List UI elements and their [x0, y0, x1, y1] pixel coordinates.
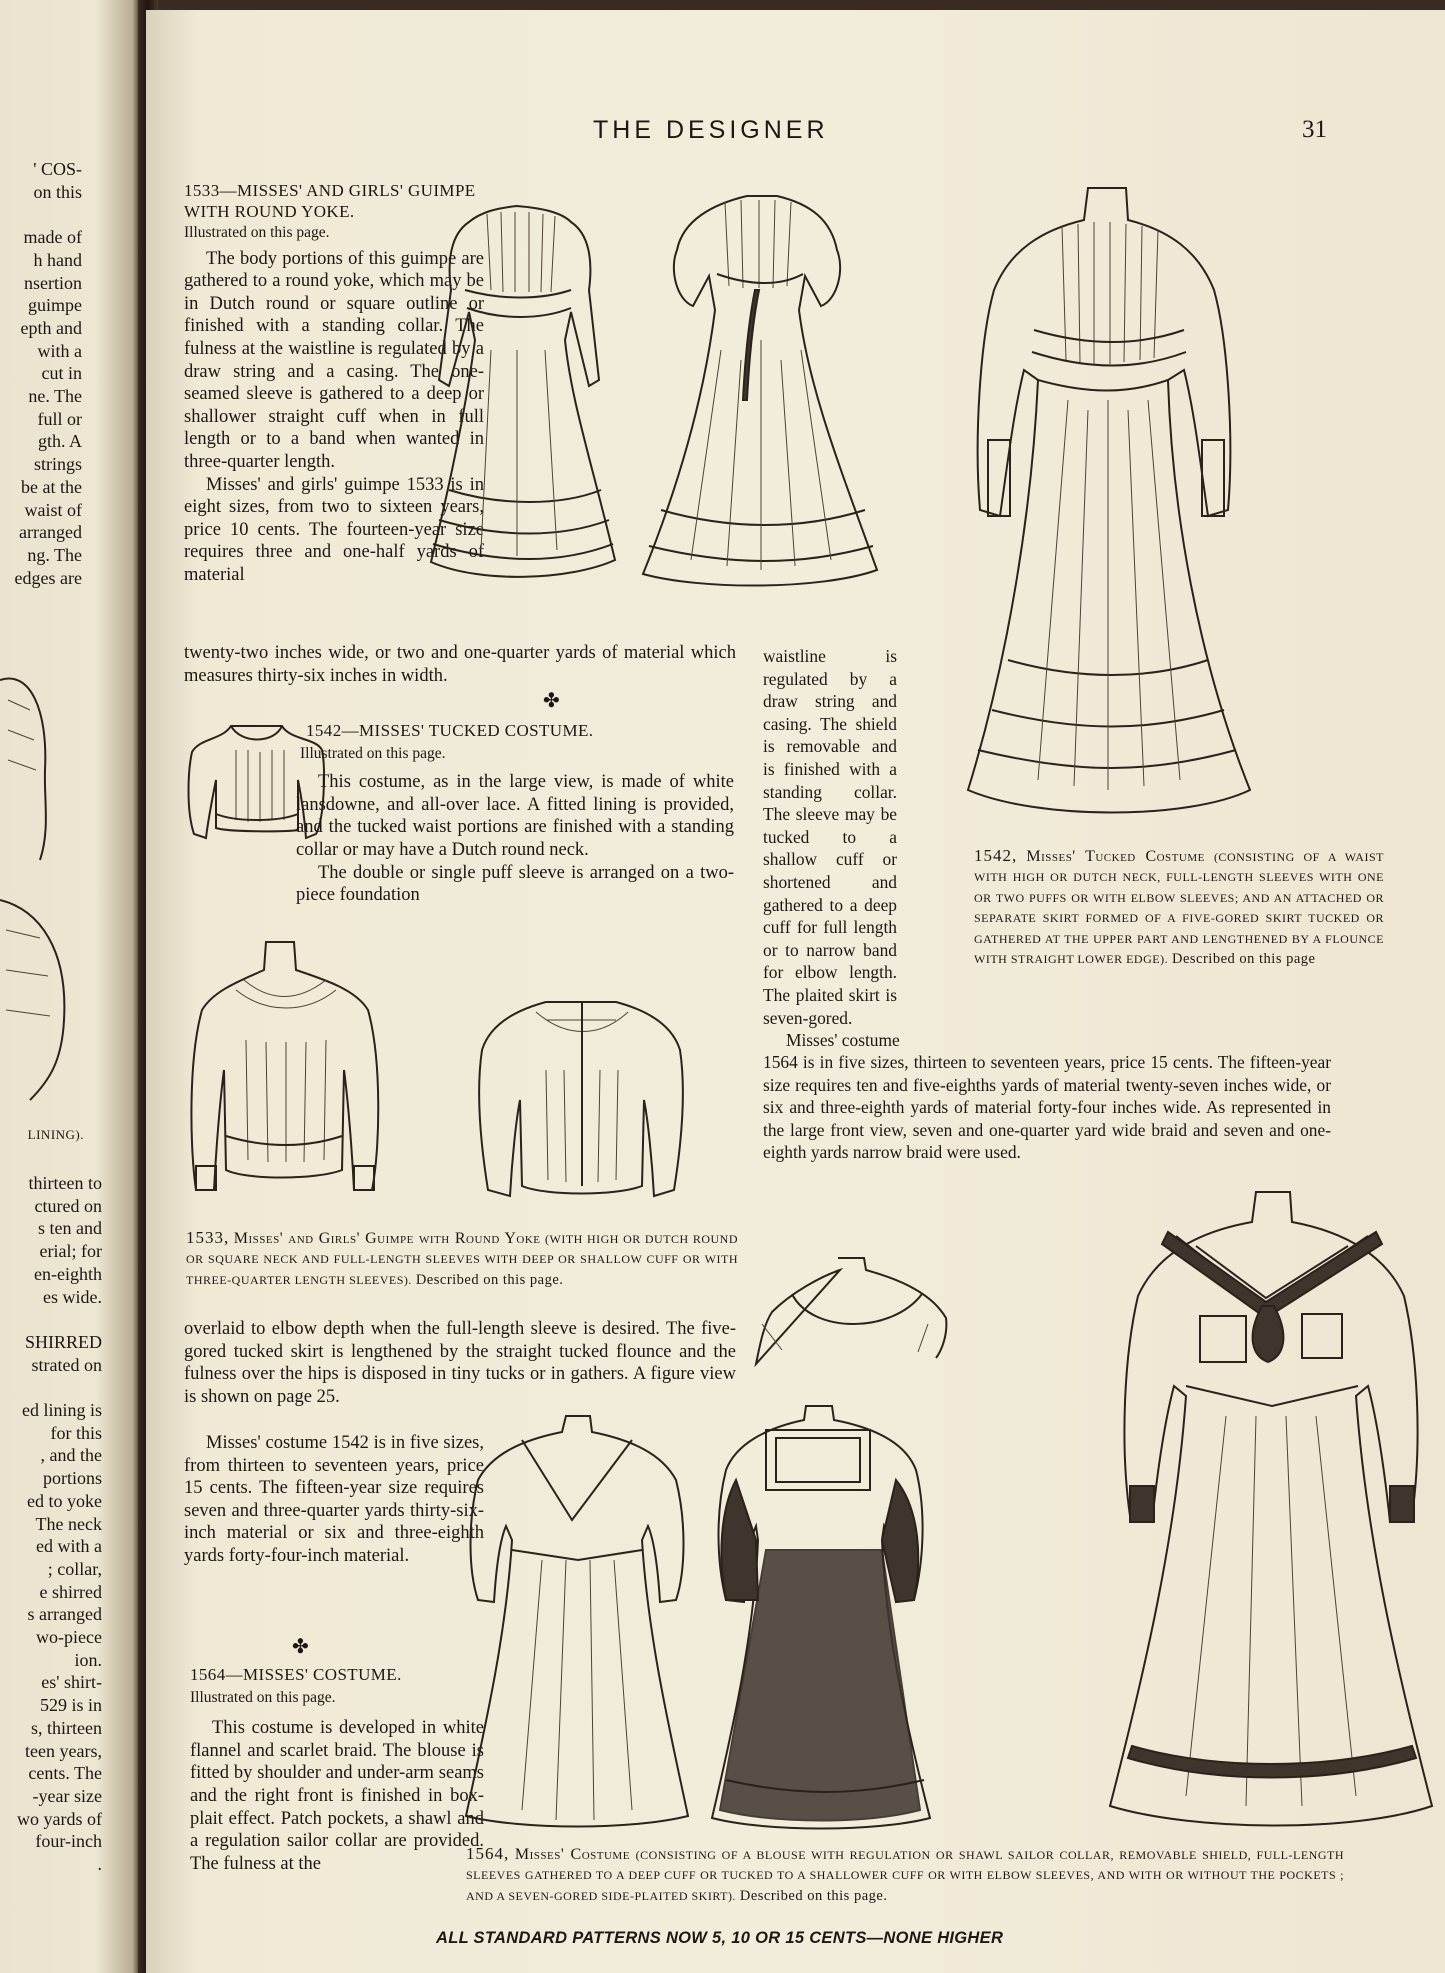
caption-1564-described: Described on this page. [739, 1887, 888, 1904]
facing-page-line-a-line: gth. A [37, 431, 82, 452]
facing-page-illustration-sleeve-2 [0, 880, 70, 1120]
article-1542 [296, 720, 734, 907]
facing-page-line-b-line: ed lining is [22, 1400, 102, 1421]
caption-1564 [466, 1844, 1344, 1906]
facing-page [0, 0, 138, 1973]
facing-page-line-b-line: cents. The [28, 1763, 102, 1784]
article-1564 [190, 1664, 484, 1875]
facing-page-line-b-line: e shirred [39, 1581, 102, 1602]
caption-1542 [974, 846, 1384, 969]
article-1542-illustrated: Illustrated on this page. [300, 744, 446, 762]
article-1542-sizes-text: Misses' costume 1542 is in five sizes, from thirteen to seventeen years, price 15 cents. The fifteen-year size requires seven and three-quarter yards thirty-six-inch material or six and three-eighth yards forty-four-inch material. [184, 1433, 484, 1566]
article-1533-illustrated: Illustrated on this page. [184, 224, 330, 241]
facing-page-line-a-line: arranged [19, 522, 82, 543]
facing-page-line-b-line: es' shirt- [41, 1672, 102, 1693]
tucked-costume-1542-main-illustration [958, 180, 1254, 820]
costume-1564-back-illustration [706, 1400, 936, 1830]
facing-page-line-b-line: s, thirteen [31, 1717, 102, 1738]
guimpe-1533-front-illustration [186, 930, 386, 1215]
caption-1542-title: Misses' Tucked Costume [1026, 848, 1205, 865]
facing-page-line-b-line: thirteen to [28, 1173, 102, 1193]
facing-page-line-b-line: wo-piece [36, 1627, 102, 1648]
facing-page-line-b-line: -year size [32, 1785, 102, 1806]
facing-page-line-a-line: ng. The [27, 544, 82, 565]
article-1542-continued-column: waistline is regulated by a draw string and casing. The shield is removable and is finished with a standing collar. The sleeve may be tucked to a shallow cuff or shortened and gathered to a deep cuff for full length or to narrow band for elbow length. The plaited skirt is seven-gored. [763, 646, 897, 1028]
caption-1533 [186, 1228, 738, 1290]
caption-1542-described: Described on this page [1171, 951, 1316, 968]
tucked-costume-back-illustration [641, 190, 881, 590]
article-1564-heading: 1564—MISSES' COSTUME. [190, 1665, 402, 1684]
article-1542-para3-start: Misses' costume [786, 1030, 900, 1050]
facing-page-line-b-line: ion. [74, 1649, 102, 1670]
facing-page-line-b-line [0, 1376, 102, 1399]
facing-page-line-b-line: ed to yoke [27, 1490, 102, 1511]
article-1542-heading: 1542—MISSES' TUCKED COSTUME. [306, 721, 594, 740]
caption-1533-title: Misses' and Girls' Guimpe with Round Yoke [233, 1230, 541, 1247]
costume-1564-front-illustration [462, 1410, 692, 1830]
page-number: 31 [1302, 116, 1327, 143]
article-1542-para2: The double or single puff sleeve is arranged on a two-piece foundation [296, 862, 734, 906]
facing-page-line-a-line: edges are [14, 567, 82, 588]
magazine-page [146, 10, 1445, 1973]
facing-page-line-a-line: guimpe [28, 295, 82, 316]
facing-page-line-b-line: erial; for [39, 1241, 102, 1262]
caption-1564-body: (CONSISTING OF A BLOUSE WITH REGULATION OR SHAWL SAILOR COLLAR, REMOVABLE SHIELD, FULL-LENGTH SLEEVES GATHERED TO A DEEP CUFF OR TUCKED TO A SHALLOWER CUFF OR WITH ELBOW SLEEVES, AND WITH OR WITHOUT THE POCKETS ; AND A SEVEN-GORED SIDE-PLAITED SKIRT). [466, 1848, 1344, 1903]
facing-page-line-b-line: ed with a [36, 1536, 102, 1557]
facing-page-line-a-line: epth and [20, 317, 82, 338]
facing-page-line-a-line [0, 203, 82, 226]
facing-page-line-a-line: be at the [21, 476, 82, 497]
facing-page-line-a-line: waist of [24, 499, 82, 520]
facing-page-line-b-line: 529 is in [39, 1695, 102, 1716]
article-1542-para3: 1564 is in five sizes, thirteen to seventeen years, price 15 cents. The fifteen-year size requires ten and five-eighths yards of material twenty-seven inches wide, or six and three-eighth yards of material forty-four inches wide. As represented in the large front view, seven and one-quarter yard wide braid and seven and one-eighth yards narrow braid were used. [763, 1052, 1331, 1163]
page-title: THE DESIGNER [593, 116, 829, 144]
facing-page-line-b-line: wo yards of [17, 1808, 102, 1829]
article-1542-para1: This costume, as in the large view, is made of white lansdowne, and all-over lace. A fitted lining is provided, and the tucked waist portions are finished with a standing collar or may have a Dutch round neck. [296, 772, 734, 860]
facing-page-line-a-line: made of [23, 227, 82, 248]
facing-page-line-b-line: ctured on [34, 1195, 102, 1216]
facing-page-line-b-line: es wide. [43, 1286, 102, 1307]
facing-page-line-a-line: strings [33, 454, 82, 475]
caption-1564-number: 1564, [466, 1844, 510, 1863]
facing-page-line-a-line: on this [33, 181, 82, 202]
guimpe-dress-front-illustration [421, 200, 621, 600]
caption-1533-described: Described on this page. [415, 1271, 564, 1288]
facing-page-line-b-line: for this [50, 1422, 102, 1443]
facing-page-line-a-line: ne. The [28, 386, 82, 407]
caption-1533-body: (WITH HIGH OR DUTCH ROUND OR SQUARE NECK AND FULL-LENGTH SLEEVES WITH DEEP OR SHALLOW CUFF OR WITH THREE-QUARTER LENGTH SLEEVES). [186, 1232, 738, 1287]
facing-page-text-top [0, 158, 82, 589]
facing-page-line-b-line: four-inch [35, 1831, 102, 1852]
facing-page-line-a-line: with a [37, 340, 82, 361]
facing-page-line-b-line: s arranged [27, 1604, 102, 1625]
costume-1564-main-illustration [1106, 1186, 1436, 1836]
facing-page-line-b-line: , and the [40, 1445, 102, 1466]
article-1564-para1: This costume is developed in white flannel and scarlet braid. The blouse is fitted by shoulder and under-arm seams and the right front is finished in box-plait effect. Patch pockets, a shawl and a regulation sailor collar are provided. The fulness at the [190, 1718, 484, 1874]
facing-page-line-b-line: ; collar, [47, 1558, 102, 1579]
article-1564-illustrated: Illustrated on this page. [190, 1688, 336, 1706]
facing-page-line-b-line: s ten and [38, 1218, 102, 1239]
caption-1533-number: 1533, [186, 1228, 230, 1247]
facing-page-line-b-line: strated on [31, 1354, 102, 1375]
facing-page-line-a-line: full or [37, 408, 82, 429]
article-1533-para2-continued: twenty-two inches wide, or two and one-quarter yards of material which measures thirty-six inches in width. [184, 643, 736, 686]
guimpe-1533-back-illustration [476, 990, 686, 1220]
collar-shield-illustration [752, 1254, 952, 1374]
facing-page-line-b-line: portions [42, 1468, 102, 1489]
facing-page-line-b-line [0, 1308, 102, 1331]
article-1542-sizes [184, 1432, 484, 1568]
facing-page-line-b-line: teen years, [25, 1740, 102, 1761]
facing-page-caption-fragment: LINING). [27, 1127, 84, 1142]
facing-page-line-a-line: h hand [33, 249, 82, 270]
caption-1564-title: Misses' Costume [514, 1846, 630, 1863]
facing-page-line-b-line: SHIRRED [24, 1331, 102, 1352]
caption-1542-number: 1542, [974, 846, 1018, 865]
facing-page-line-b-line: . [97, 1854, 102, 1875]
ornament-1: ✤ [543, 690, 560, 712]
facing-page-line-b-line: en-eighth [34, 1263, 102, 1284]
facing-page-line-a-line: cut in [41, 363, 82, 384]
article-1533-para2: Misses' and girls' guimpe 1533 is in eight sizes, from two to sixteen years, price 10 cents. The fourteen-year size requires three and one-half yards of material [184, 474, 484, 585]
article-1533-heading: 1533—MISSES' AND GIRLS' GUIMPE WITH ROUND YOKE. [184, 181, 476, 221]
facing-page-line-a-line: nsertion [24, 272, 82, 293]
facing-page-text-bottom [0, 1172, 102, 1876]
page-footer: ALL STANDARD PATTERNS NOW 5, 10 OR 15 CENTS—NONE HIGHER [436, 1929, 1004, 1947]
facing-page-line-a-line: ' COS- [33, 159, 82, 179]
facing-page-illustration-sleeve [0, 650, 60, 890]
facing-page-line-b-line: The neck [35, 1513, 102, 1534]
article-1542-overlaid: overlaid to elbow depth when the full-length sleeve is desired. The five-gored tucked skirt is lengthened by the straight tucked flounce and the fulness over the hips is disposed in tiny tucks or in gathers. A figure view is shown on page 25. [184, 1319, 736, 1407]
ornament-2: ✤ [292, 1636, 309, 1658]
caption-1542-body: (CONSISTING OF A WAIST WITH HIGH OR DUTCH NECK, FULL-LENGTH SLEEVES WITH ONE OR TWO PUFFS OR WITH ELBOW SLEEVES; AND AN ATTACHED OR SEPARATE SKIRT FORMED OF A FIVE-GORED SKIRT TUCKED OR GATHERED AT THE UPPER PART AND LENGTHENED BY A FLOUNCE WITH STRAIGHT LOWER EDGE). [974, 850, 1384, 967]
article-1533-para1: The body portions of this guimpe are gathered to a round yoke, which may be in Dutch round or square outline or finished with a standing collar. The fulness at the waistline is regulated by a draw string and a casing. The one-seamed sleeve is gathered to a deep or shallower straight cuff when in full length or to a band when wanted in three-quarter length. [184, 248, 484, 472]
